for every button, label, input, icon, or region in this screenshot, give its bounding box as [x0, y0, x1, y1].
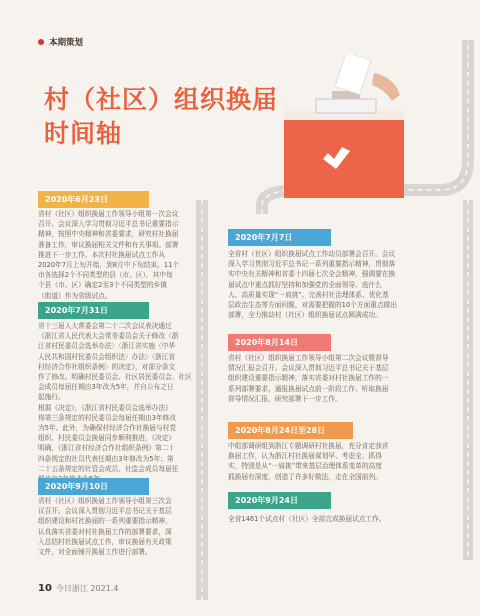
timeline-entry-text: [228, 353, 460, 404]
timeline-date: 2020年8月14日: [228, 334, 331, 351]
entry-paragraph: 全省村（社区）组织换届试点工作动员部署会召开。会议 深入学习贯彻习近平总书记一系列重要指示精神，贯彻落 实中央有关精神和省委十四届七次全会精神，强调要在换 届试点中重点抓好坚持和加强党的全面领导、选什么 人、高质量实现“一肩挑”、完善村社治理体系、优化基 层政治生态等方面问题，对需要把握的10个方面重点做出 部署，全力推动村（社区）组织换届试点圆满成功。: [228, 250, 398, 320]
entry-paragraph: 中组部调研组到浙江专题调研村社换届，充分肯定我省 换届工作，认为浙江村社换届谋划早、考虑全、抓得 实，特别是从“一肩挑”带来基层治理体系变革的高度 抓换届有深度，创造了许多好做法，走在全国前列。: [228, 442, 389, 481]
entry-paragraph: 省村（社区）组织换届工作领导小组第三次会 议召开。会议深入贯彻习近平总书记关于基层 组织建设和村社换届的一系列重要指示精神， 认真落实省委对村社换届工作的部署要求，深 入总结村社换届试点工作，审议换届有关政策 文件，对全面铺开换届工作进行部署。: [38, 497, 172, 557]
timeline-date: 2020年9月24日: [228, 492, 331, 509]
timeline-date: 2020年8月24日至28日: [228, 422, 353, 439]
entry-paragraph: 全省1461个试点村（社区）全部完成换届试点工作。: [228, 515, 386, 523]
page-subtitle: 时间轴: [44, 119, 123, 148]
timeline-entry-text: [38, 209, 198, 301]
section-label: 本期策划: [49, 38, 84, 48]
magazine-name: 今日浙江 2021.4: [55, 584, 119, 593]
page-footer: [38, 583, 118, 594]
timeline-entry-text: [228, 441, 460, 482]
timeline-date: 2020年7月31日: [38, 302, 149, 319]
page-title: 村（社区）组织换届: [44, 85, 279, 114]
ballot-box-illustration: [262, 55, 422, 205]
timeline-date: 2020年6月23日: [38, 191, 149, 208]
entry-paragraph: 省村（社区）组织换届工作领导小组第二次会议暨督导 情况汇报会召开。会议深入贯彻习近平总书记关于基层 组织建设重要指示精神，落实省委对村社换届工作的一 系列部署要求，通报换届试点前一阶段工作、听取换届 督导情况汇报，研究部署下一步工作。: [228, 354, 389, 403]
timeline-entry-text: [228, 249, 460, 320]
timeline-date: 2020年9月10日: [38, 478, 149, 495]
entry-paragraph: 省十三届人大常委会第二十二次会议表决通过 《浙江省人民代表大会常务委员会关于修改〈浙 江省村民委员会选举办法〉〈浙江省实施〈中华 人民共和国村民委员会组织法〉办法〉〈浙江省 村经济合作社组织条例〉的决定》，对部分条文 作了修改。明确村民委员会、社区居民委员会、社区 会成员每届任期由3年改为5年，并自公布之日 起施行。 根据《决定》，《浙江省村民委员会选举办法》 将第三条规定的村民委员会每届任期由3年修改 为5年。此外，为确保村经济合作社换届与村党 组织、村民委员会换届同步顺利推进，《决定》 明确，《浙江省村经济合作社组织条例》第二十 四条规定的社员代表任期由3年修改为5年；第 二十五条规定的社管会成员、社监会成员每届任: [38, 322, 192, 473]
page-number: 10: [38, 583, 52, 594]
timeline-entry-text: [38, 496, 198, 557]
timeline-entry-text: [38, 321, 198, 484]
entry-paragraph: 省村（社区）组织换届工作领导小组第一次会议 召开。会议深入学习贯彻习近平总书记重要指示 精神，按照中央精神和省委要求，研究村社换届 准备工作，审议换届相关文件和有关事项。部署 推进下一步工作。本次村社换届试点工作从 2020年7月上旬开始，到8月中下旬结束。11个 市各选择2个不同类型的县（市、区），其中每 个县（市、区）确定2至3个不同类型的乡镇 （街道）作为省级试点。: [38, 210, 180, 300]
timeline-date: 2020年7月7日: [228, 229, 331, 246]
timeline-entry-text: [228, 514, 460, 524]
